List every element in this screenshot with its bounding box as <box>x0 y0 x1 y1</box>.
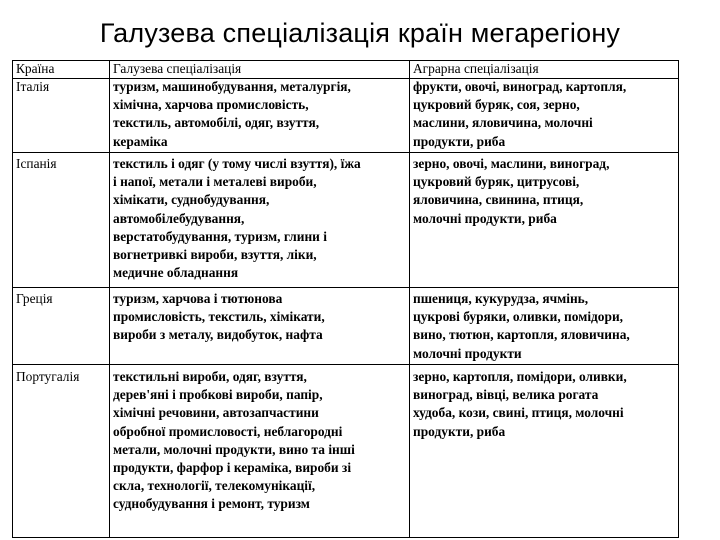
text-line: пшениця, кукурудза, ячмінь, <box>413 291 589 306</box>
text-line: хімічні речовини, автозапчастини <box>113 405 319 421</box>
text-line: фрукти, овочі, виноград, картопля, <box>413 79 627 94</box>
header-industry: Галузева спеціалізація <box>113 61 242 76</box>
agri-cell <box>410 290 678 363</box>
text-line: худоба, кози, свині, птиця, молочні <box>413 405 624 421</box>
text-line: хімічна, харчова промисловість, <box>113 97 309 113</box>
country-cell: Іспанія <box>16 156 57 171</box>
text-line: обробної промисловості, неблагородні <box>113 423 343 439</box>
text-line: верстатобудування, туризм, глини і <box>113 228 327 244</box>
country-cell: Італія <box>16 79 50 94</box>
industry-cell <box>110 368 409 514</box>
text-line: медичне обладнання <box>113 265 239 281</box>
specialization-table <box>12 60 679 538</box>
text-line: зерно, картопля, помідори, оливки, <box>413 369 627 384</box>
text-line: туризм, харчова і тютюнова <box>113 291 283 306</box>
text-line: цукровий буряк, соя, зерно, <box>413 97 580 113</box>
agri-cell <box>410 368 678 441</box>
text-line: метали, молочні продукти, вино та інші <box>113 441 355 457</box>
row-divider <box>13 364 678 365</box>
text-line: вино, тютюн, картопля, яловичина, <box>413 327 630 343</box>
header-country: Країна <box>16 61 55 76</box>
row-divider <box>13 152 678 153</box>
text-line: текстиль і одяг (у тому числі взуття), їжа <box>113 156 361 171</box>
text-line: зерно, овочі, маслини, виноград, <box>413 156 610 171</box>
text-line: туризм, машинобудування, металургія, <box>113 79 351 94</box>
industry-cell <box>110 290 409 345</box>
page-title: Галузева спеціалізація країн мегарегіону <box>99 18 621 48</box>
text-line: виноград, вівці, велика рогата <box>413 387 599 403</box>
text-line: продукти, риба <box>413 423 506 439</box>
text-line: хімікати, суднобудування, <box>113 192 270 208</box>
text-line: вироби з металу, видобуток, нафта <box>113 327 323 343</box>
text-line: продукти, риба <box>413 133 506 149</box>
text-line: молочні продукти <box>413 345 522 361</box>
header-agri: Аграрна спеціалізація <box>413 61 539 76</box>
text-line: текстиль, автомобілі, одяг, взуття, <box>113 115 320 131</box>
row-divider <box>13 287 678 288</box>
text-line: скла, технології, телекомунікації, <box>113 478 316 494</box>
agri-cell <box>410 155 678 228</box>
text-line: текстильні вироби, одяг, взуття, <box>113 369 307 384</box>
text-line: продукти, фарфор і кераміка, вироби зі <box>113 460 352 476</box>
text-line: яловичина, свинина, птиця, <box>413 192 584 208</box>
text-line: цукровий буряк, цитрусові, <box>413 174 580 190</box>
industry-cell <box>110 155 409 282</box>
text-line: маслини, яловичина, молочні <box>413 115 593 131</box>
country-cell: Португалія <box>16 369 80 384</box>
country-cell: Греція <box>16 291 53 306</box>
text-line: цукрові буряки, оливки, помідори, <box>413 309 624 325</box>
text-line: промисловість, текстиль, хімікати, <box>113 309 325 325</box>
agri-cell <box>410 78 678 151</box>
text-line: молочні продукти, риба <box>413 210 557 226</box>
text-line: вогнетривкі вироби, взуття, ліки, <box>113 247 317 263</box>
text-line: дерев'яні і пробкові вироби, папір, <box>113 387 323 403</box>
text-line: кераміка <box>113 133 168 149</box>
industry-cell <box>110 78 409 151</box>
text-line: автомобілебудування, <box>113 210 245 226</box>
text-line: суднобудування і ремонт, туризм <box>113 496 310 512</box>
text-line: і напої, метали і металеві вироби, <box>113 174 317 190</box>
